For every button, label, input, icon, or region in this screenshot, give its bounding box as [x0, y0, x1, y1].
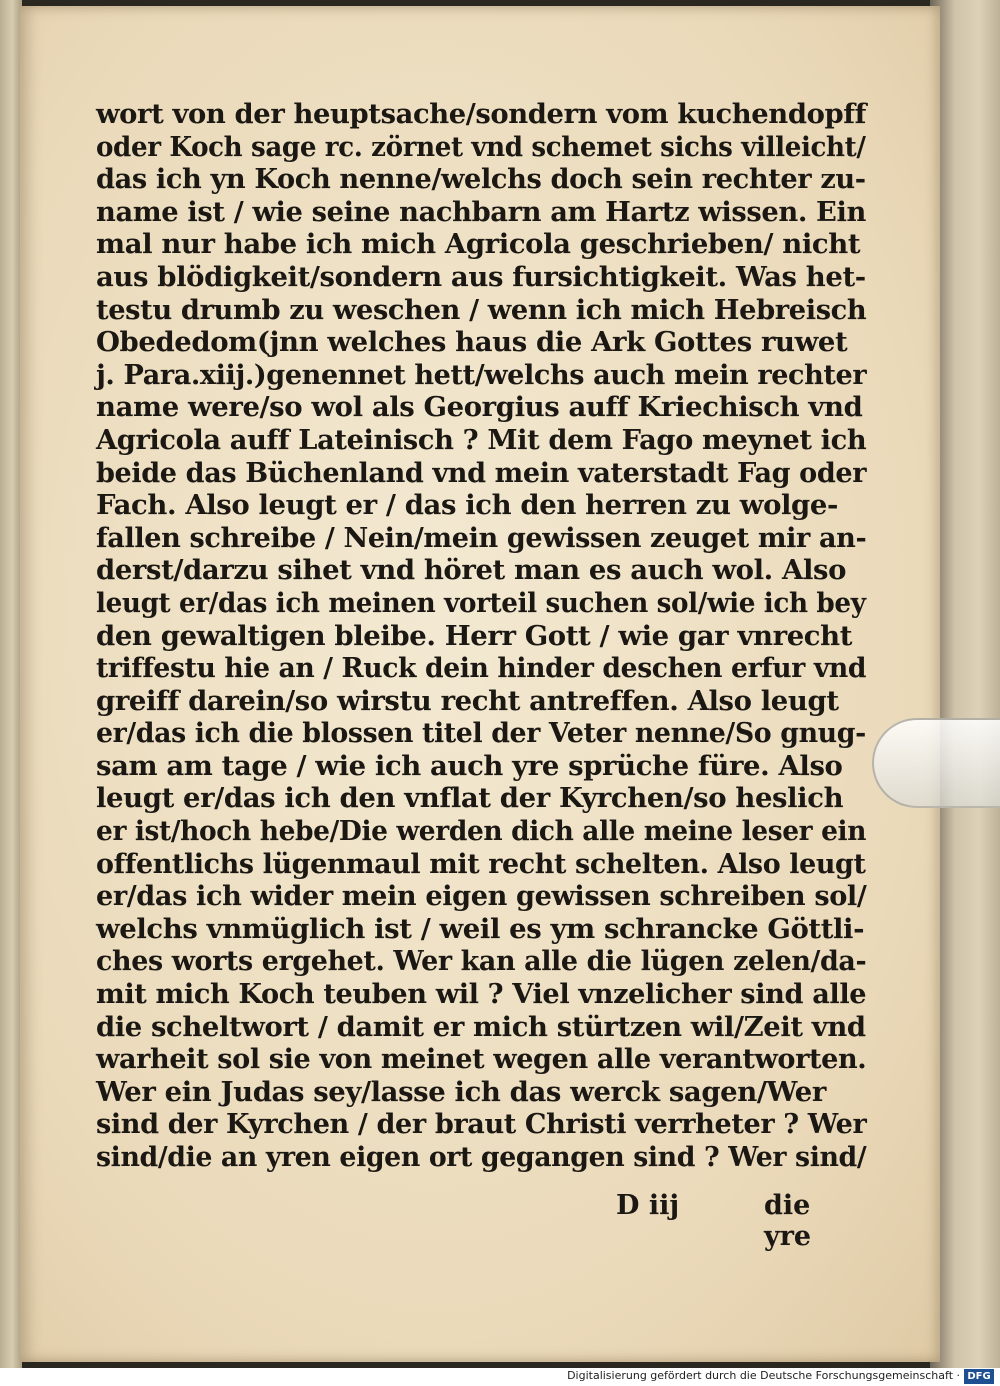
text-line: Fach. Also leugt er / das ich den herren zu wolge- [96, 489, 838, 522]
text-line: j. Para.xiij.)genennet hett/welchs auch mein rechter [96, 358, 867, 391]
text-line: triffestu hie an / Ruck dein hinder deschen erfur vnd [96, 652, 867, 685]
text-line: sind der Kyrchen / der braut Christi verrheter ? Wer [96, 1108, 867, 1141]
book-binding-left [0, 0, 22, 1368]
text-line: beide das Büchenland vnd mein vaterstadt Fag oder [96, 456, 867, 489]
digitization-credit: Digitalisierung gefördert durch die Deutsche Forschungsgemeinschaft · [567, 1369, 960, 1382]
catchword: die yre [764, 1190, 812, 1252]
text-line: Obededom(jnn welches haus die Ark Gottes ruwet [96, 326, 848, 359]
text-line: den gewaltigen bleibe. Herr Gott / wie gar vnrecht [96, 619, 853, 652]
text-line: Agricola auff Lateinisch ? Mit dem Fago meynet ich [96, 423, 867, 456]
text-line: aus blödigkeit/sondern aus fursichtigkeit. Was het- [96, 260, 866, 293]
text-line: offentlichs lügenmaul mit recht schelten. Also leugt [96, 847, 866, 880]
text-line: Wer ein Judas sey/lasse ich das werck sagen/Wer [96, 1075, 826, 1108]
text-line: name ist / wie seine nachbarn am Hartz wissen. Ein [96, 195, 866, 228]
text-line: ches worts ergehet. Wer kan alle die lügen zelen/da- [96, 945, 867, 978]
text-line: mit mich Koch teuben wil ? Viel vnzelicher sind alle [96, 978, 867, 1011]
text-line: welchs vnmüglich ist / weil es ym schrancke Göttli- [96, 912, 865, 945]
page-foot [96, 1190, 866, 1252]
text-line: leugt er/das ich den vnflat der Kyrchen/so heslich [96, 782, 844, 815]
text-line: das ich yn Koch nenne/welchs doch sein rechter zu- [96, 163, 866, 196]
text-line: warheit sol sie von meinet wegen alle verantworten. [96, 1043, 867, 1076]
page-text-block [96, 98, 866, 1174]
dfg-logo: DFG [964, 1369, 994, 1384]
text-line: leugt er/das ich meinen vorteil suchen sol/wie ich bey [96, 586, 866, 619]
text-line: wort von der heuptsache/sondern vom kuchendopff [96, 98, 866, 130]
text-line: name were/so wol als Georgius auff Kriechisch vnd [96, 391, 863, 424]
paper-clip-tab [872, 718, 1000, 808]
text-line: sind/die an yren eigen ort gegangen sind ? Wer sind/ [96, 1141, 867, 1173]
text-line: er/das ich die blossen titel der Veter nenne/So gnug- [96, 717, 866, 750]
book-cover-right [930, 0, 1000, 1368]
text-line: derst/darzu sihet vnd höret man es auch wol. Also [96, 554, 847, 587]
text-line: er/das ich wider mein eigen gewissen schreiben sol/ [96, 880, 867, 913]
text-line: mal nur habe ich mich Agricola geschrieben/ nicht [96, 228, 861, 261]
text-line: sam am tage / wie ich auch yre sprüche füre. Also [96, 749, 843, 782]
text-line: testu drumb zu weschen / wenn ich mich Hebreisch [96, 293, 867, 326]
text-line: er ist/hoch hebe/Die werden dich alle meine leser ein [96, 815, 867, 848]
text-line: oder Koch sage rc. zörnet vnd schemet sichs villeicht/ [96, 130, 866, 163]
text-line: fallen schreibe / Nein/mein gewissen zeuget mir an- [96, 521, 867, 554]
text-line: greiff darein/so wirstu recht antreffen. Also leugt [96, 684, 839, 717]
text-line: die scheltwort / damit er mich stürtzen wil/Zeit vnd [96, 1010, 866, 1043]
signature-mark: D iij [616, 1190, 680, 1221]
